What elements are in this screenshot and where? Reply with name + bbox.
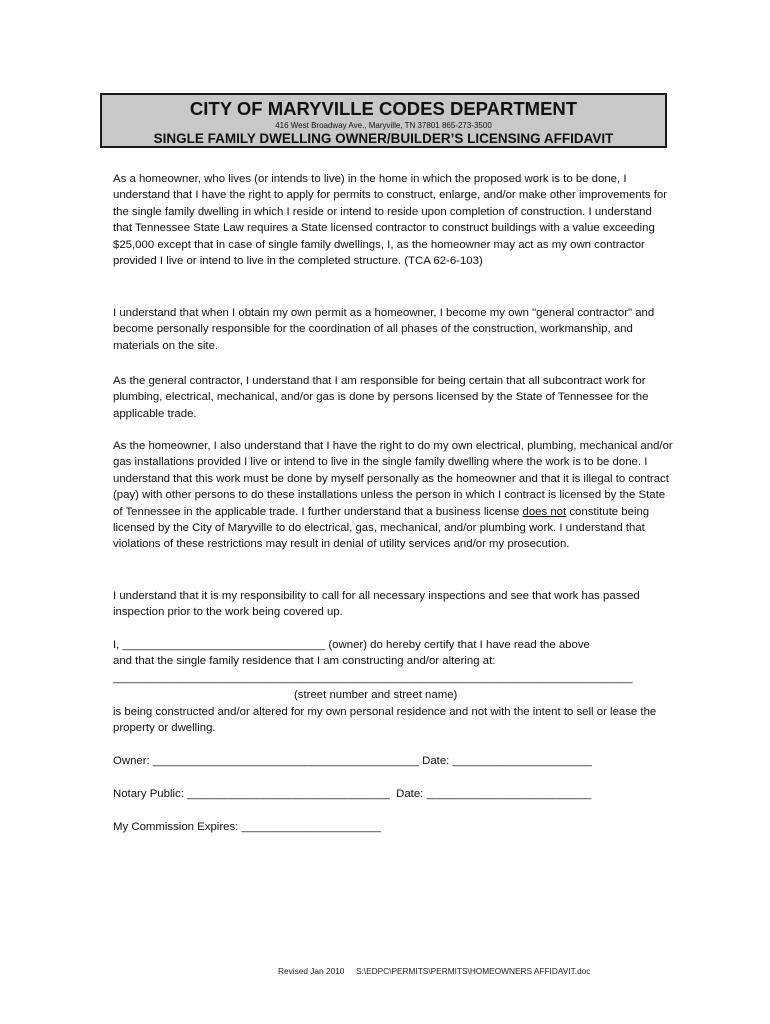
paragraph-subcontract-licensing: As the general contractor, I understand that I am responsible for being certain that all subcontract work for plumbing, electrical, mechanical, and/or gas is done by persons licensed by the State of Tennessee for the applicable trade. [113, 375, 649, 420]
department-title: CITY OF MARYVILLE CODES DEPARTMENT [189, 98, 578, 119]
paragraph-homeowner-installations [113, 438, 673, 553]
owner-certification-line[interactable]: I, ________________________________ (owner) do hereby certify that I have read the above [113, 639, 590, 651]
notary-signature-line[interactable]: Notary Public: ________________________________ Date: __________________________ [113, 788, 592, 800]
paragraph-text: As the homeowner, I also understand that I have the right to do my own electrical, plumbing, mechanical and/or gas installations provided I live or intend to live in the single family dwelling where the work is to be done. I understand that this work must be done by myself personally as the homeowner and that it is illegal to contract (pay) with other persons to do these installations unless the person in which I contract is licensed by the State of Tennessee in the applicable trade. I further understand that a business license [113, 440, 673, 518]
street-address-caption: (street number and street name) [294, 689, 458, 701]
commission-expires-line[interactable]: My Commission Expires: ______________________ [113, 821, 381, 833]
certification-text: and that the single family residence that I am constructing and/or altering at: [113, 655, 496, 667]
paragraph-general-contractor: I understand that when I obtain my own permit as a homeowner, I become my own "general contractor" and become personally responsible for the coordination of all phases of the construction, workmanship, and materials on the site. [113, 307, 655, 352]
revision-footer: Revised Jan 2010 S:\EDPC\PERMITS\PERMITS\HOMEOWNERS AFFIDAVIT.doc [278, 966, 591, 976]
paragraph-personal-residence: is being constructed and/or altered for my own personal residence and not with the intent to sell or lease the property or dwelling. [113, 706, 657, 735]
affidavit-title: SINGLE FAMILY DWELLING OWNER/BUILDER’S LICENSING AFFIDAVIT [153, 131, 614, 146]
street-address-field[interactable]: __________________________________________________________________________________ [113, 672, 633, 684]
document-header [100, 93, 667, 148]
paragraph-inspections: I understand that it is my responsibility to call for all necessary inspections and see that work has passed inspection prior to the work being covered up. [113, 590, 640, 619]
department-address: 416 West Broadway Ave., Maryville, TN 37801 865-273-3500 [275, 121, 492, 130]
paragraph-text: constitute being licensed by the City of Maryville to do electrical, gas, mechanical, and/or plumbing work. I understand that violations of these restrictions may result in denial of utility services and/or my prosecution. [113, 505, 650, 551]
underlined-text: does not [522, 505, 567, 518]
owner-signature-line[interactable]: Owner: __________________________________________ Date: ______________________ [113, 755, 592, 767]
paragraph-homeowner-rights: As a homeowner, who lives (or intends to live) in the home in which the proposed work is to be done, I understand that I have the right to apply for permits to construct, enlarge, and/or make other improvements for the single family dwelling in which I reside or intend to reside upon completion of construction. I understand that Tennessee State Law requires a State licensed contractor to construct buildings with a value exceeding $25,000 except that in case of single family dwellings, I, as the homeowner may act as my own contractor provided I live or intend to live in the completed structure. (TCA 62-6-103) [113, 173, 667, 268]
